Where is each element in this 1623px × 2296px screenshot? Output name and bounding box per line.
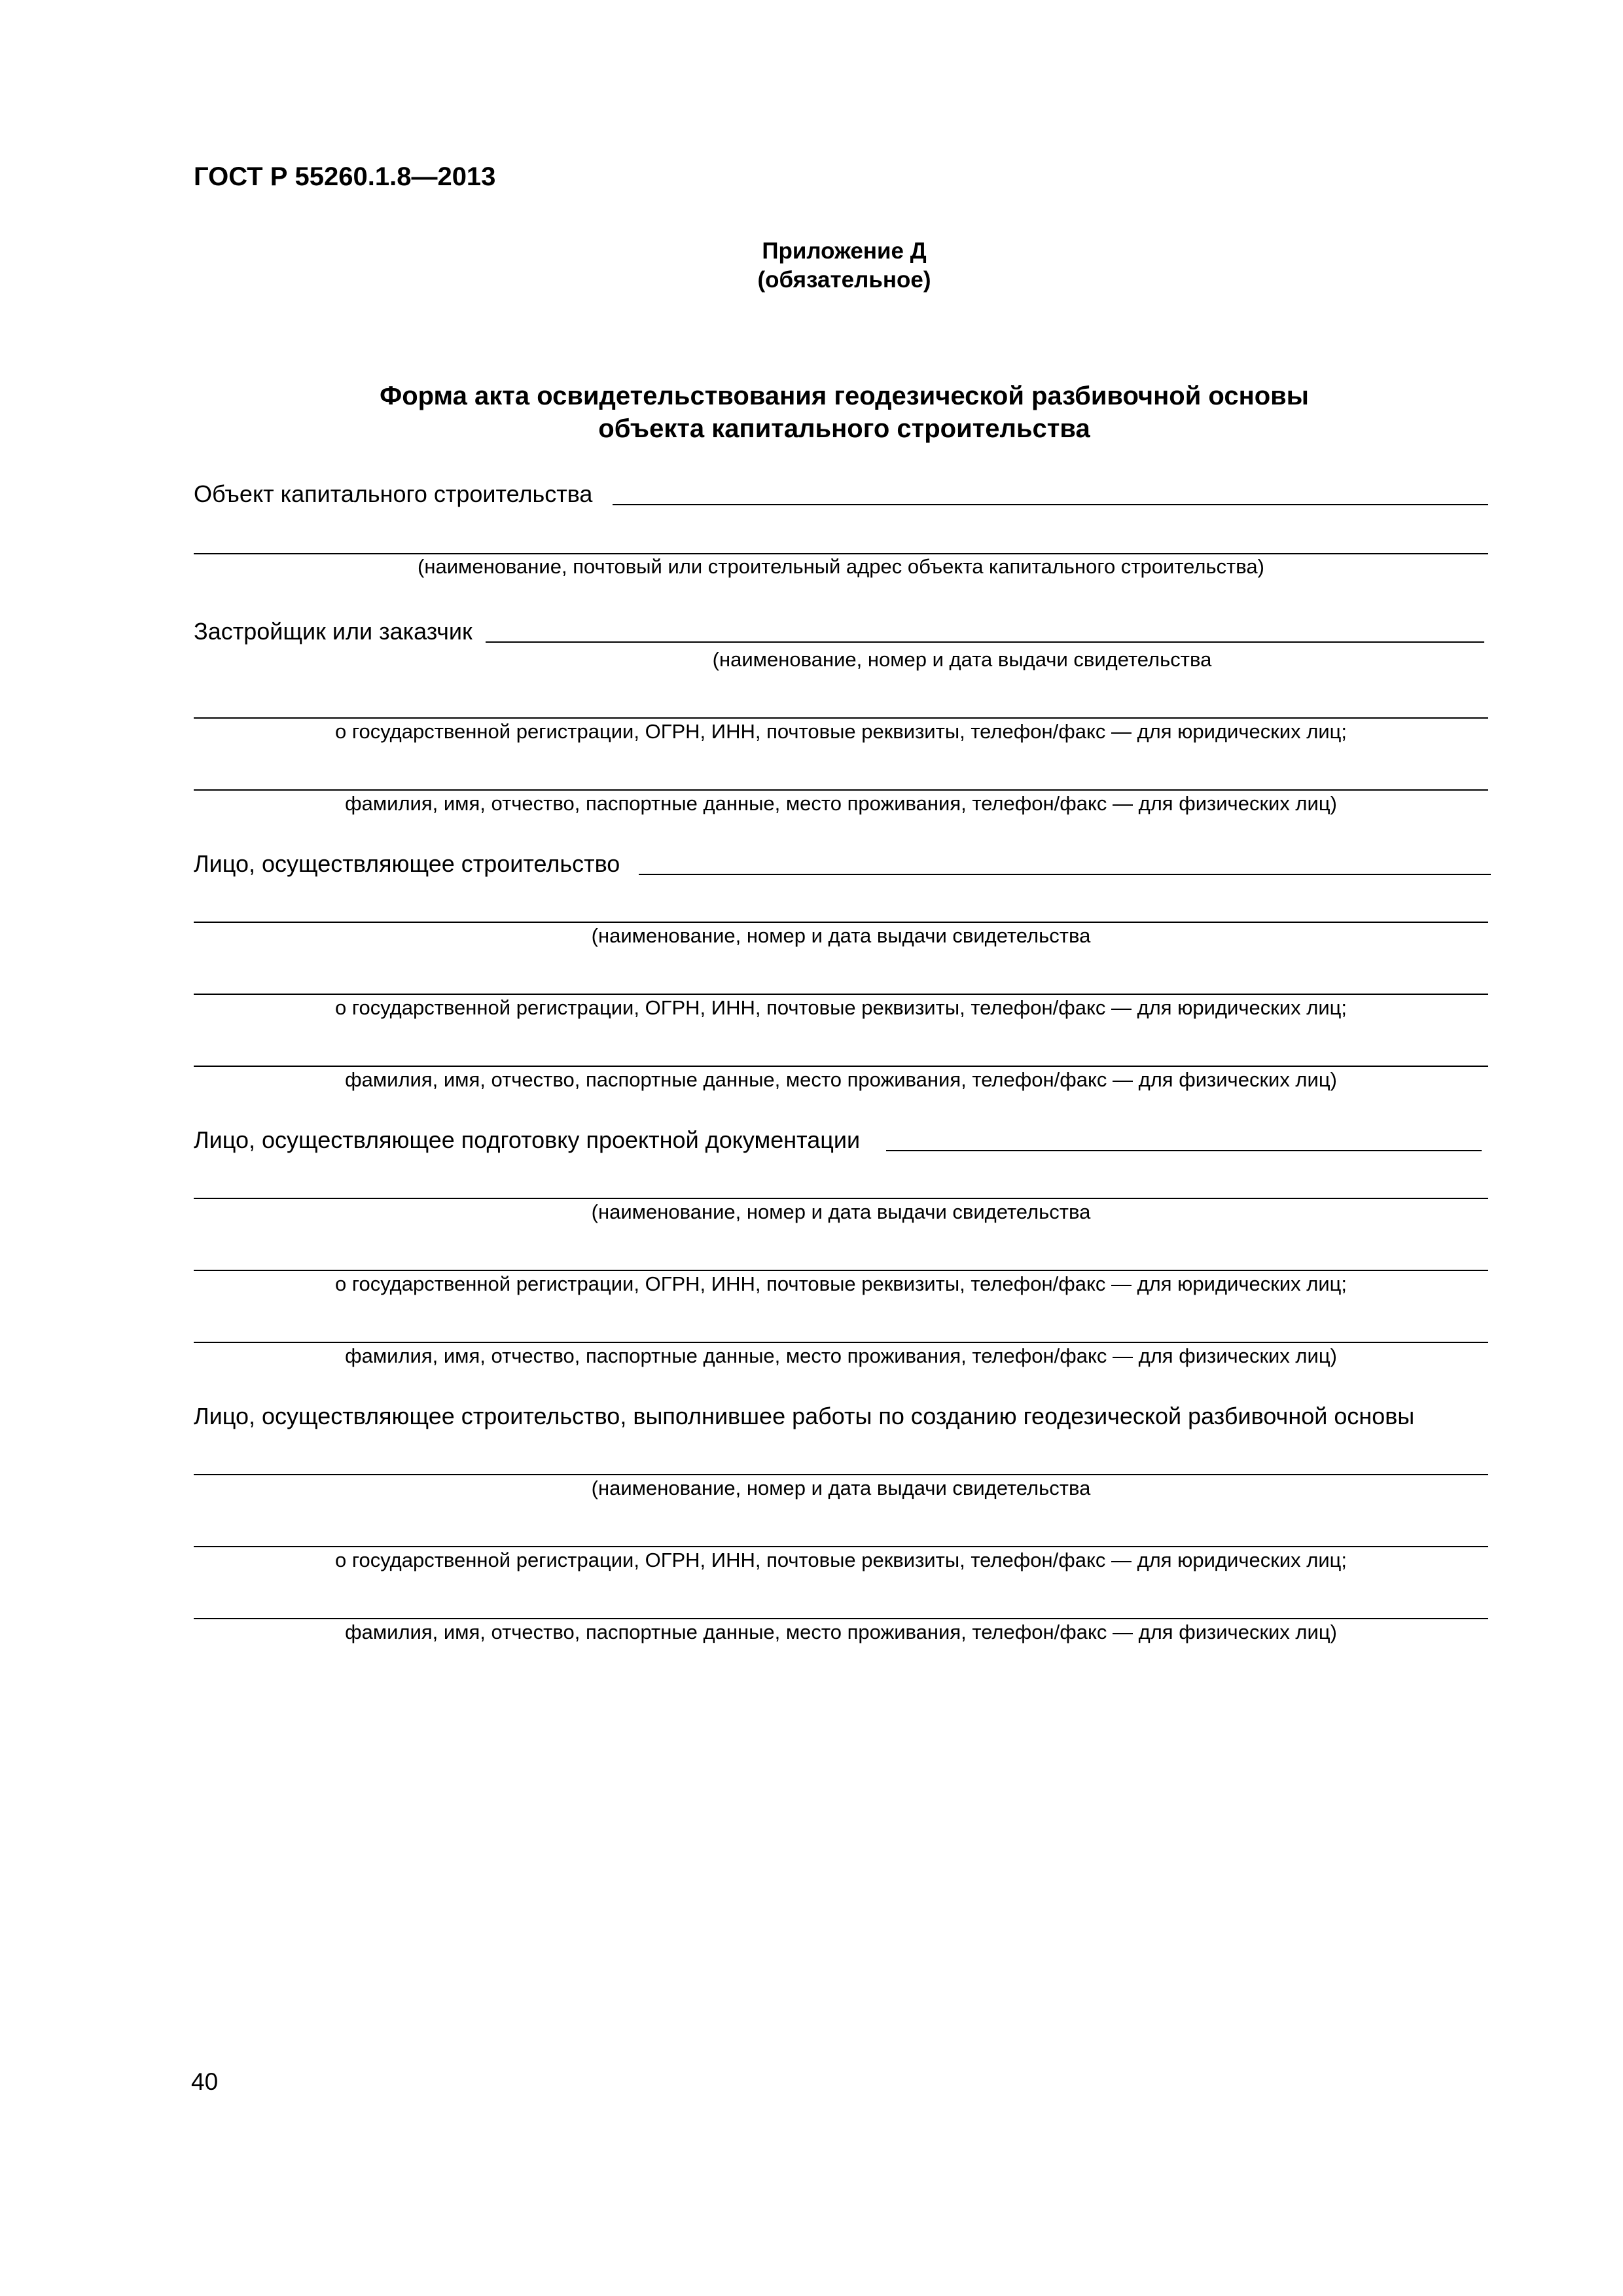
survey-caption-legal: о государственной регистрации, ОГРН, ИНН, почтовые реквизиты, телефон/факс — для юридических лиц; <box>334 1549 1347 1571</box>
developer-caption-cert: (наименование, номер и дата выдачи свидетельства <box>712 648 1212 671</box>
designer-field-line-2[interactable] <box>194 1198 1488 1199</box>
designer-caption-legal: о государственной регистрации, ОГРН, ИНН, почтовые реквизиты, телефон/факс — для юридических лиц; <box>334 1272 1347 1295</box>
builder-field-line-2[interactable] <box>194 922 1488 923</box>
survey-field-line[interactable] <box>194 1474 1488 1475</box>
appendix-title: Приложение Д <box>762 238 927 264</box>
developer-caption-physical: фамилия, имя, отчество, паспортные данные, место проживания, телефон/факс — для физических лиц) <box>345 792 1337 815</box>
object-field-line-2[interactable] <box>194 553 1488 554</box>
form-title-line1: Форма акта освидетельствования геодезической разбивочной основы <box>380 382 1309 410</box>
designer-label: Лицо, осуществляющее подготовку проектной документации <box>194 1126 861 1153</box>
designer-field-line[interactable] <box>886 1150 1482 1151</box>
builder-caption-legal: о государственной регистрации, ОГРН, ИНН, почтовые реквизиты, телефон/факс — для юридических лиц; <box>334 996 1347 1019</box>
standard-number: ГОСТ Р 55260.1.8—2013 <box>194 162 496 191</box>
object-field-line[interactable] <box>613 504 1488 505</box>
developer-caption-legal: о государственной регистрации, ОГРН, ИНН, почтовые реквизиты, телефон/факс — для юридических лиц; <box>334 720 1347 743</box>
builder-label: Лицо, осуществляющее строительство <box>194 850 620 877</box>
survey-caption-physical: фамилия, имя, отчество, паспортные данные, место проживания, телефон/факс — для физических лиц) <box>345 1621 1337 1643</box>
object-caption: (наименование, почтовый или строительный адрес объекта капитального строительства) <box>418 555 1264 578</box>
designer-caption-physical: фамилия, имя, отчество, паспортные данные, место проживания, телефон/факс — для физических лиц) <box>345 1344 1337 1367</box>
page-number: 40 <box>191 2068 219 2095</box>
form-title-line2: объекта капитального строительства <box>598 414 1090 443</box>
builder-caption-cert: (наименование, номер и дата выдачи свидетельства <box>591 924 1091 947</box>
designer-field-line-4[interactable] <box>194 1342 1488 1343</box>
builder-field-line-4[interactable] <box>194 1066 1488 1067</box>
designer-caption-cert: (наименование, номер и дата выдачи свидетельства <box>591 1200 1091 1223</box>
developer-field-line-2[interactable] <box>194 717 1488 719</box>
builder-field-line[interactable] <box>639 874 1491 875</box>
object-label: Объект капитального строительства <box>194 480 593 507</box>
survey-field-line-3[interactable] <box>194 1618 1488 1619</box>
survey-field-line-2[interactable] <box>194 1546 1488 1547</box>
designer-field-line-3[interactable] <box>194 1270 1488 1271</box>
developer-field-line-3[interactable] <box>194 789 1488 791</box>
survey-caption-cert: (наименование, номер и дата выдачи свидетельства <box>591 1477 1091 1499</box>
builder-caption-physical: фамилия, имя, отчество, паспортные данные, место проживания, телефон/факс — для физических лиц) <box>345 1068 1337 1091</box>
survey-label: Лицо, осуществляющее строительство, выполнившее работы по созданию геодезической разбивочной основы <box>194 1403 1415 1429</box>
developer-field-line[interactable] <box>486 641 1484 643</box>
builder-field-line-3[interactable] <box>194 994 1488 995</box>
appendix-status: (обязательное) <box>757 267 931 293</box>
developer-label: Застройщик или заказчик <box>194 618 473 645</box>
